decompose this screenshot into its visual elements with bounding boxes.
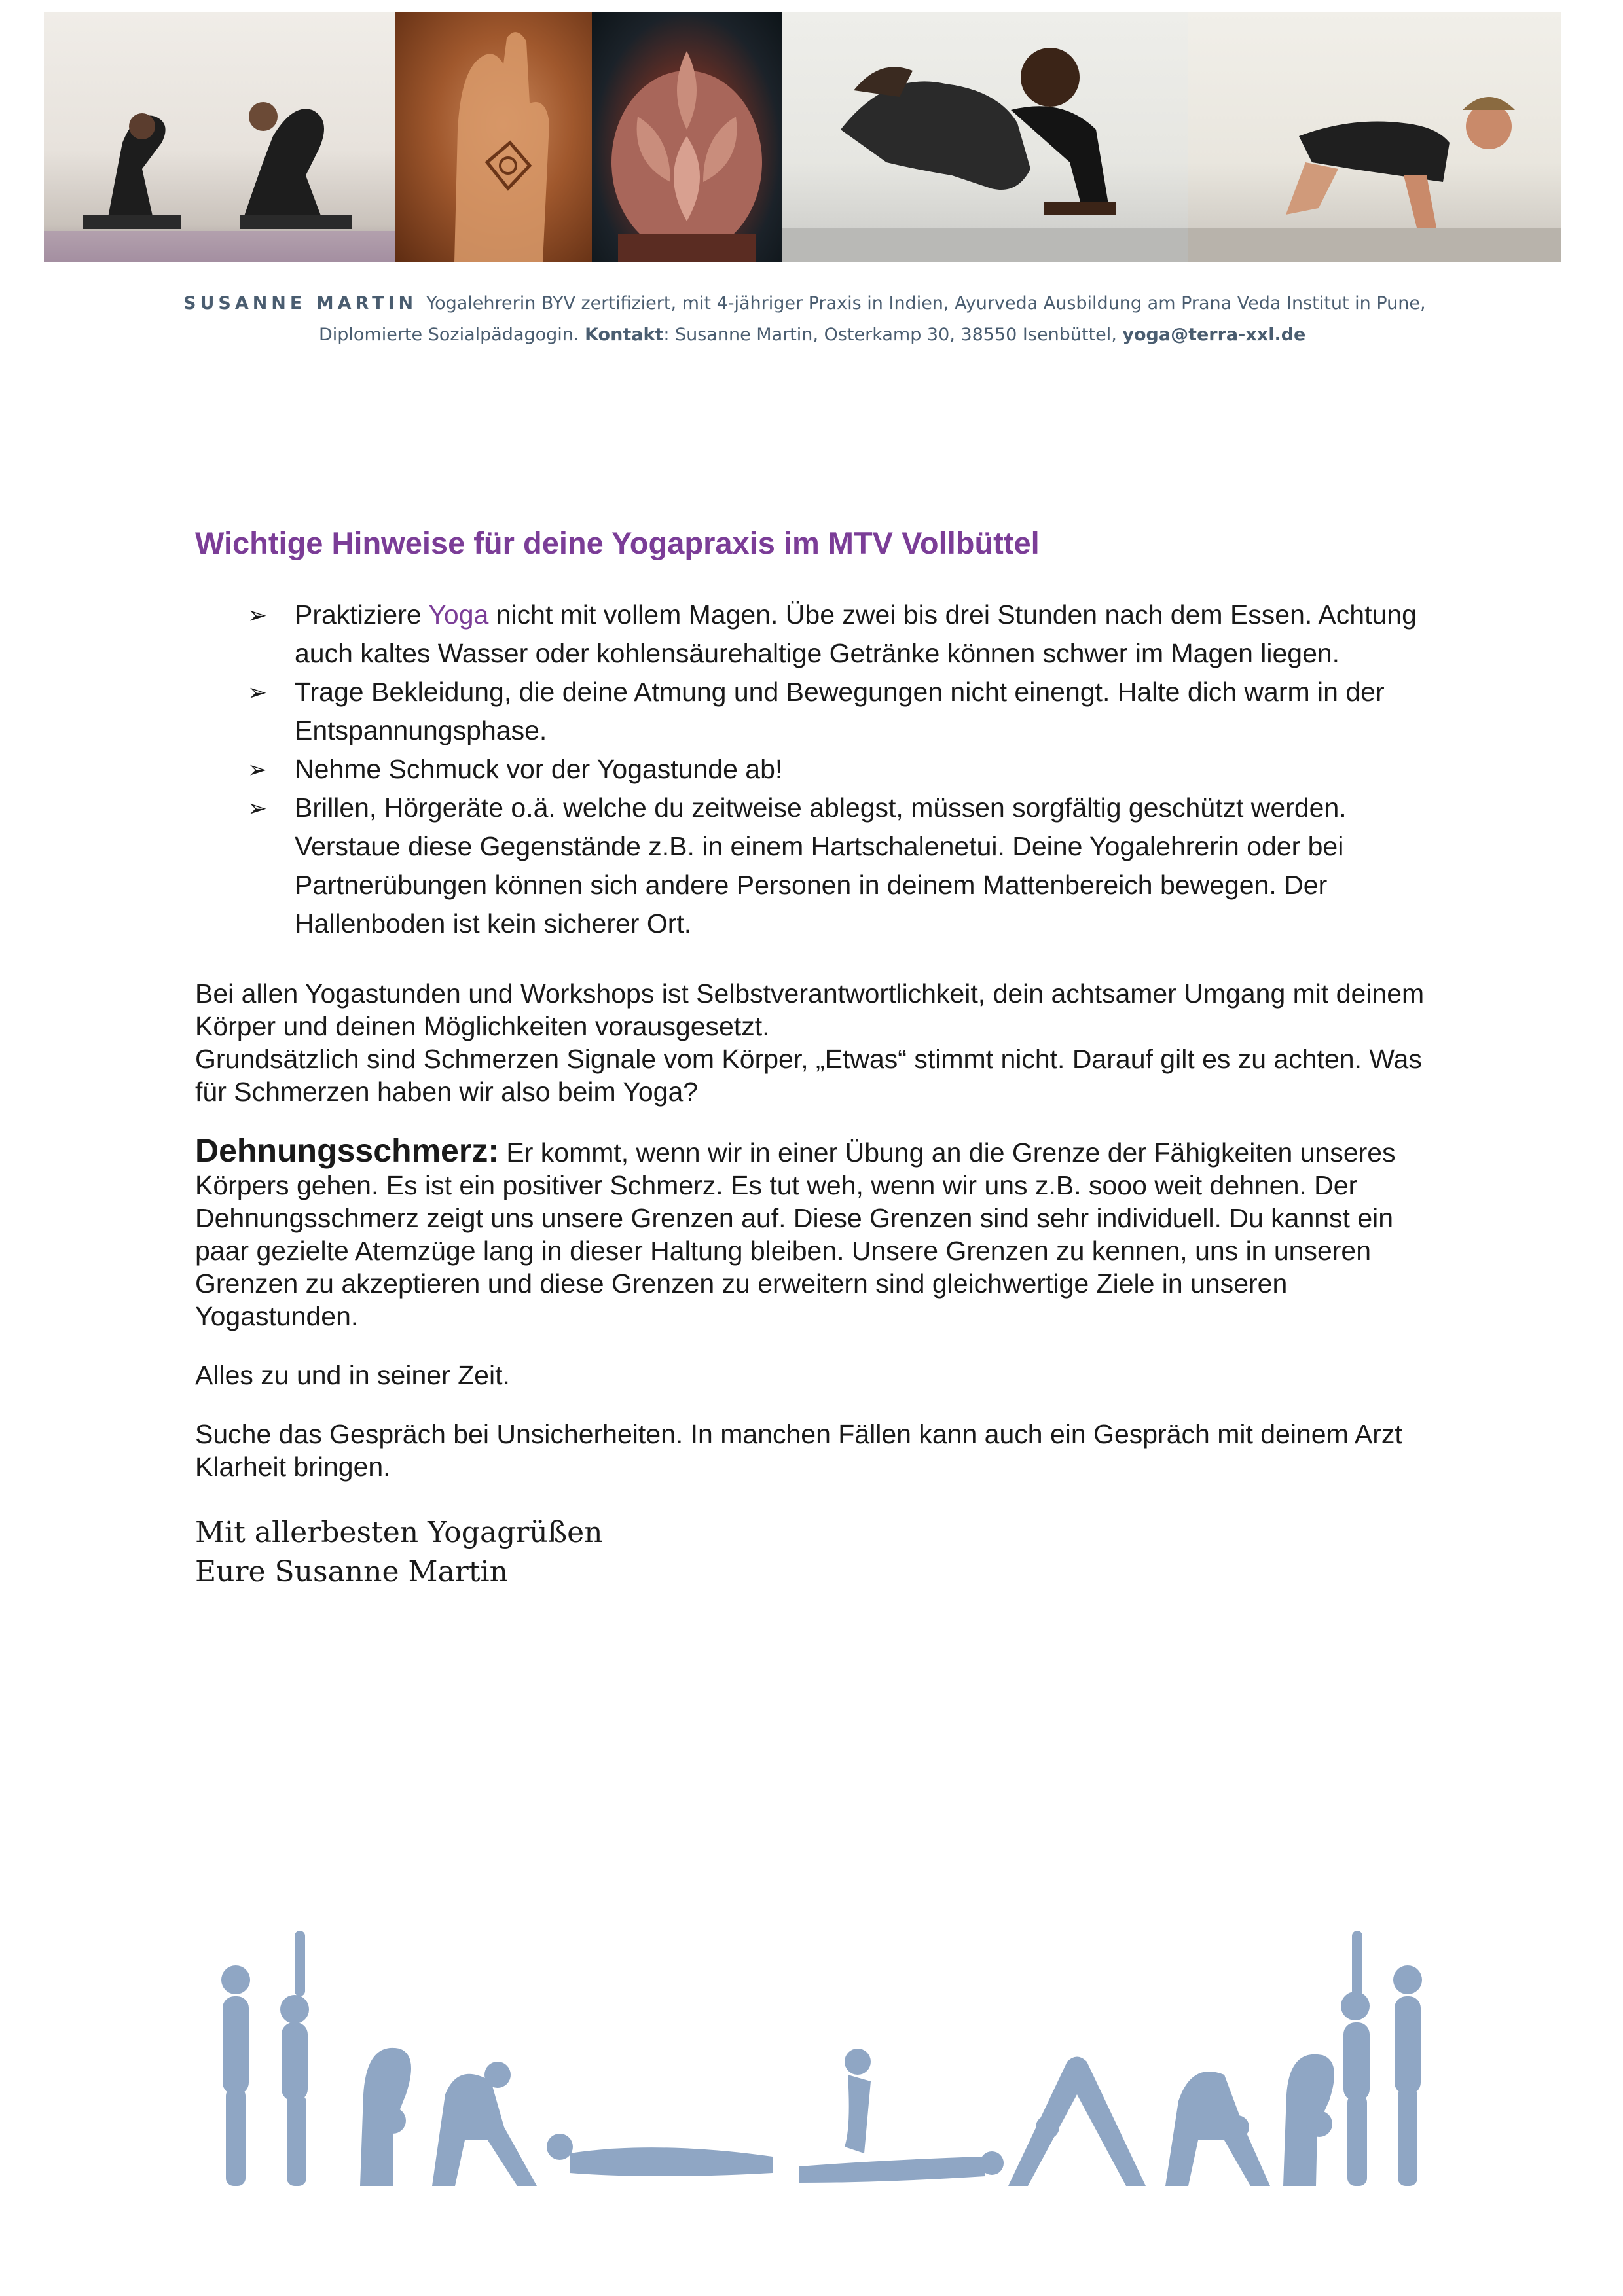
figure-prone xyxy=(799,2151,1004,2183)
arrow-bullet-icon: ➢ xyxy=(247,756,268,783)
list-item xyxy=(195,750,1452,789)
photo-crow-pose-woman xyxy=(1188,12,1561,262)
sun-salutation-figures xyxy=(196,1931,1440,2206)
bullet-4-text: Brillen, Hörgeräte o.ä. welche du zeitweise ablegst, müssen sorgfältig geschützt werden. Verstaue diese Gegenstände z.B. in einem Hartschalenetui. Deine Yogalehrerin oder bei Partnerübungen können sich andere Personen in deinem Mattenbereich bewegen. Der Hallenboden ist kein sicherer Ort. xyxy=(295,793,1347,939)
qualifications-text: Yogalehrerin BYV zertifiziert, mit 4-jähriger Praxis in Indien, Ayurveda Ausbildung am Prana Veda Institut in Pune, xyxy=(426,293,1426,314)
header-contact-info xyxy=(183,288,1460,351)
figure-plank xyxy=(547,2134,773,2176)
photo-carved-lotus xyxy=(592,12,782,262)
stretch-pain-text: Er kommt, wenn wir in einer Übung an die Grenze der Fähigkeiten unseres Körpers gehen. Es ist ein positiver Schmerz. Es tut weh, wenn wir uns z.B. sooo weit dehnen. Der Dehnungsschmerz zeigt uns unsere Grenzen auf. Diese Grenzen sind sehr individuell. Du kannst ein paar gezielte Atemzüge lang in dieser Haltung bleiben. Unsere Grenzen zu kennen, uns in unseren Grenzen zu akzeptieren und diese Grenzen zu erweitern sind gleichwertige Ziele in unseren Yogastunden. xyxy=(195,1138,1396,1331)
bullet-1-yoga: Yoga xyxy=(428,600,489,630)
arrow-bullet-icon: ➢ xyxy=(247,795,268,821)
stretch-pain-heading: Dehnungsschmerz: xyxy=(195,1132,499,1169)
figure-forward-bend-2 xyxy=(1283,2054,1334,2186)
responsibility-paragraph: Bei allen Yogastunden und Workshops ist Selbstverantwortlichkeit, dein achtsamer Umgang mit deinem Körper und deinen Möglichkeiten vorausgesetzt. xyxy=(195,978,1425,1041)
timing-paragraph: Alles zu und in seiner Zeit. xyxy=(195,1360,510,1390)
list-item xyxy=(195,596,1452,673)
pain-signals-paragraph: Grundsätzlich sind Schmerzen Signale vom Körper, „Etwas“ stimmt nicht. Darauf gilt es zu achten. Was für Schmerzen haben wir also beim Yoga? xyxy=(195,1044,1422,1107)
bullet-2-text: Trage Bekleidung, die deine Atmung und Bewegungen nicht einengt. Halte dich warm in der Entspannungsphase. xyxy=(295,677,1385,745)
bullet-1-post: nicht mit vollem Magen. Übe zwei bis drei Stunden nach dem Essen. Achtung auch kaltes Wasser oder kohlensäurehaltige Getränke können schwer im Magen liegen. xyxy=(295,600,1417,668)
page-title: Wichtige Hinweise für deine Yogapraxis im MTV Vollbüttel xyxy=(195,526,1040,560)
contact-line-1 xyxy=(183,288,1460,319)
arrow-bullet-icon: ➢ xyxy=(247,601,268,628)
photo-camel-pose xyxy=(44,12,395,262)
photo-carved-hand xyxy=(395,12,592,262)
header-photo-banner xyxy=(44,12,1561,262)
main-content xyxy=(195,524,1452,1592)
figure-forward-bend xyxy=(360,2048,411,2186)
signoff xyxy=(195,1513,1452,1592)
list-item xyxy=(195,789,1452,943)
contact-label: Kontakt xyxy=(585,325,664,345)
bullet-3-text: Nehme Schmuck vor der Yogastunde ab! xyxy=(295,754,783,784)
signoff-name: Eure Susanne Martin xyxy=(195,1555,508,1588)
profession-text: Diplomierte Sozialpädagogin. xyxy=(319,325,579,345)
figure-arms-raised xyxy=(280,1931,309,2186)
figure-lunge xyxy=(432,2062,537,2186)
figure-downward-dog xyxy=(1008,2057,1146,2187)
contact-address: : Susanne Martin, Osterkamp 30, 38550 Isenbüttel, xyxy=(663,325,1117,345)
figure-standing-2 xyxy=(1393,1965,1422,2186)
arrow-bullet-icon: ➢ xyxy=(247,679,268,706)
stretch-pain-paragraph xyxy=(195,1134,1452,1333)
figure-arms-raised-2 xyxy=(1341,1931,1370,2186)
figure-standing xyxy=(221,1965,250,2186)
signoff-greeting: Mit allerbesten Yogagrüßen xyxy=(195,1516,603,1549)
figure-cobra xyxy=(845,2049,871,2153)
hint-list xyxy=(195,596,1452,943)
list-item xyxy=(195,673,1452,750)
photo-crow-pose-man xyxy=(782,12,1188,262)
bullet-1-pre: Praktiziere xyxy=(295,600,422,630)
contact-line-2 xyxy=(183,319,1460,351)
teacher-name: SUSANNE MARTIN xyxy=(183,293,418,314)
consultation-paragraph: Suche das Gespräch bei Unsicherheiten. In manchen Fällen kann auch ein Gespräch mit deinem Arzt Klarheit bringen. xyxy=(195,1419,1402,1482)
contact-email[interactable]: yoga@terra-xxl.de xyxy=(1122,325,1306,345)
figure-lunge-2 xyxy=(1165,2072,1270,2186)
